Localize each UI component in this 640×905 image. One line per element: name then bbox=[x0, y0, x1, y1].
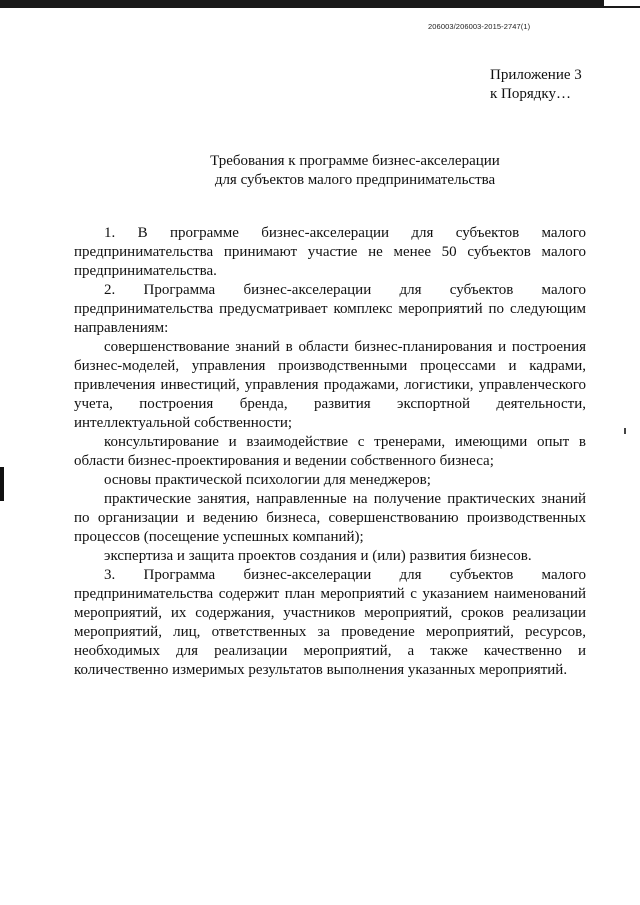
paragraph-1: 1. В программе бизнес-акселерации для субъектов малого предпринимательства принимают участие не менее 50 субъектов малого предпринимательства. bbox=[74, 225, 586, 279]
paragraph-2: 2. Программа бизнес-акселерации для субъектов малого предпринимательства предусматривает комплекс мероприятий по следующим направлениям: bbox=[74, 282, 586, 336]
list-item-expertise: экспертиза и защита проектов создания и (или) развития бизнесов. bbox=[104, 548, 532, 564]
list-item-psychology: основы практической психологии для менеджеров; bbox=[104, 472, 431, 488]
document-title bbox=[150, 152, 560, 190]
document-body bbox=[74, 224, 586, 680]
appendix-number: Приложение 3 bbox=[490, 67, 582, 83]
title-line-1: Требования к программе бизнес-акселерации bbox=[210, 153, 500, 169]
list-item-education: совершенствование знаний в области бизнес-планирования и построения бизнес-моделей, управления производственными процессами и кадрами, привлечения инвестиций, управления продажами, логистики, управленческого учета, построения бренда, развития экспортной деятельности, интеллектуальной собственности; bbox=[74, 339, 586, 431]
title-line-2: для субъектов малого предпринимательства bbox=[214, 172, 496, 188]
appendix-block bbox=[490, 66, 582, 104]
scan-artifact-left bbox=[0, 467, 4, 501]
list-item-practice: практические занятия, направленные на получение практических знаний по организации и ведению бизнеса, совершенствованию производственных процессов (посещение успешных компаний); bbox=[74, 491, 586, 545]
document-id: 206003/206003-2015-2747(1) bbox=[428, 22, 531, 31]
scan-top-edge bbox=[0, 0, 640, 8]
appendix-reference: к Порядку… bbox=[490, 86, 571, 102]
paragraph-3: 3. Программа бизнес-акселерации для субъектов малого предпринимательства содержит план мероприятий с указанием наименований мероприятий, их содержания, участников мероприятий, сроков реализации мероприятий, лиц, ответственных за проведение мероприятий, ресурсов, необходимых для реализации мероприятий, а также качественно и количественно измеримых результатов выполнения указанных мероприятий. bbox=[74, 567, 586, 678]
scan-artifact-right bbox=[624, 428, 626, 434]
scan-top-edge-gap bbox=[604, 0, 640, 6]
list-item-consulting: консультирование и взаимодействие с тренерами, имеющими опыт в области бизнес-проектирования и ведении собственного бизнеса; bbox=[74, 434, 586, 469]
